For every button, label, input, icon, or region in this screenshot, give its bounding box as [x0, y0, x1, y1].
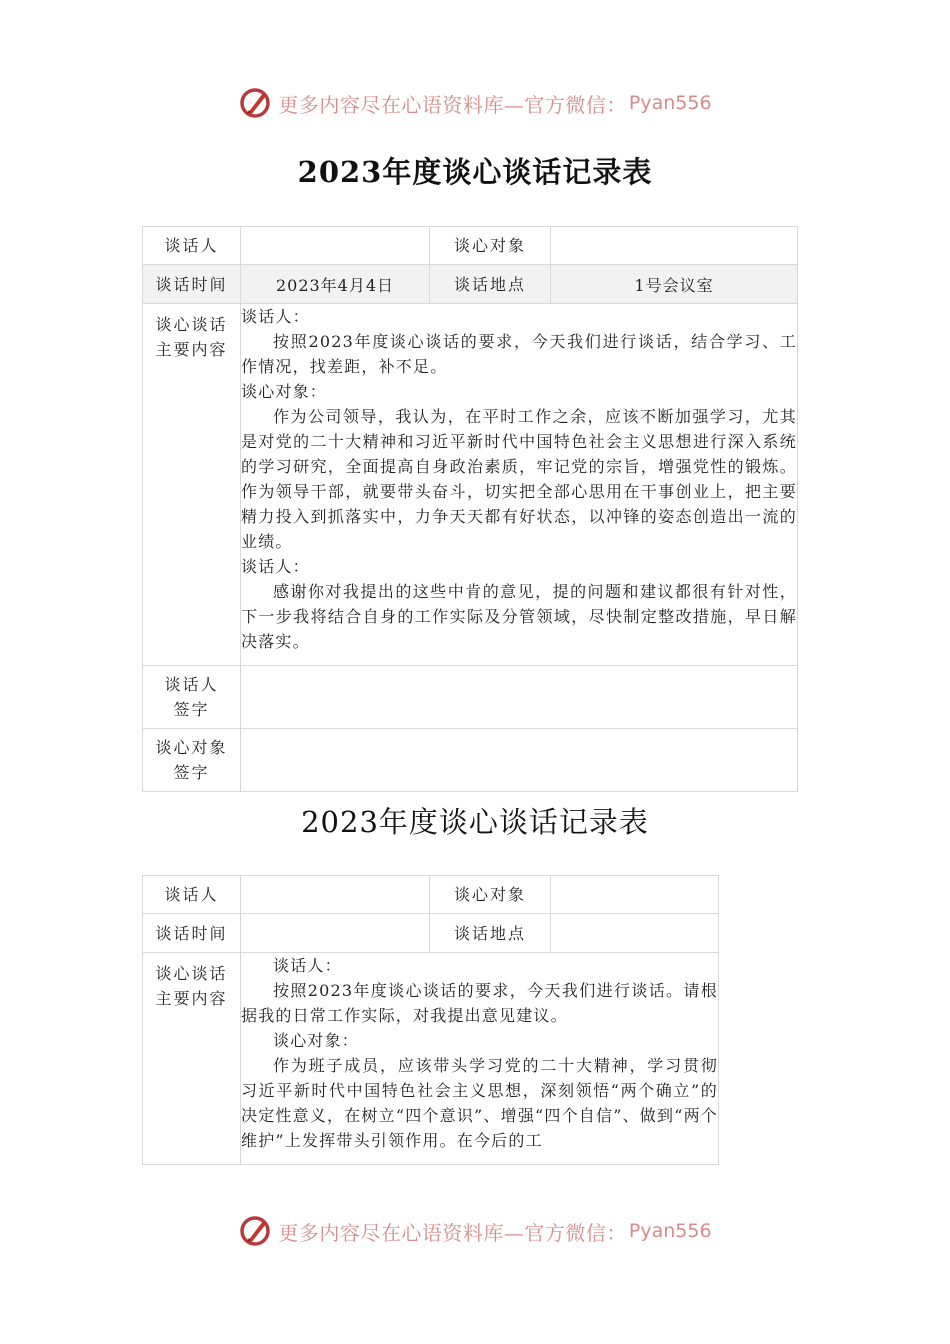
form1-speaker-label: 谈话人 — [143, 227, 241, 265]
form1-speaker-sign-line2: 签字 — [173, 700, 210, 719]
form2-title: 2023年度谈心谈话记录表 — [301, 805, 649, 839]
form1-target-sign-line2: 签字 — [173, 763, 210, 782]
form2-content-paragraph: 谈话人： — [273, 956, 342, 975]
pen-logo-icon — [238, 86, 272, 120]
form1-target-value[interactable] — [551, 227, 798, 265]
form1-content-text — [241, 304, 797, 654]
form1-content-paragraph: 谈心对象： — [241, 382, 328, 401]
form2-content-area[interactable] — [241, 953, 719, 1165]
form1-content-label-line2: 主要内容 — [155, 340, 228, 359]
form2-content-label-line2: 主要内容 — [155, 989, 228, 1008]
form2-content-label-line1: 谈心谈话 — [155, 964, 228, 983]
form2-target-value[interactable] — [551, 876, 719, 914]
banner-text: 更多内容尽在心语资料库—官方微信： — [278, 92, 627, 117]
form1-speaker-sign-field[interactable] — [241, 666, 798, 729]
form1-time-value[interactable]: 2023年4月4日 — [241, 265, 430, 304]
form1-content-paragraph: 谈话人： — [241, 557, 310, 576]
form1-content-label-line1: 谈心谈话 — [155, 315, 228, 334]
form2-table — [142, 875, 719, 1165]
banner-text: 更多内容尽在心语资料库—官方微信： — [278, 1220, 627, 1245]
form2-place-value[interactable] — [551, 914, 719, 953]
form2-place-label: 谈话地点 — [430, 914, 551, 953]
form1-speaker-value[interactable] — [241, 227, 430, 265]
form2-time-label: 谈话时间 — [143, 914, 241, 953]
form2-speaker-label: 谈话人 — [143, 876, 241, 914]
form1-title: 2023年度谈心谈话记录表 — [297, 155, 653, 189]
banner-top — [0, 83, 950, 123]
form1-target-label: 谈心对象 — [430, 227, 551, 265]
banner-wechat: Pyan556 — [628, 92, 712, 114]
form1-content-paragraph: 按照2023年度谈心谈话的要求，今天我们进行谈话，结合学习、工作情况，找差距，补不足。 — [241, 332, 797, 376]
form1-place-value[interactable]: 1号会议室 — [551, 265, 798, 304]
form2-content-label — [143, 953, 241, 1165]
form1-content-paragraph: 谈话人： — [241, 307, 310, 326]
form2-speaker-value[interactable] — [241, 876, 430, 914]
form1-target-sign-field[interactable] — [241, 729, 798, 792]
form1-speaker-sign-line1: 谈话人 — [164, 675, 219, 694]
form1-content-area[interactable] — [241, 304, 798, 666]
form1-content-paragraph: 作为公司领导，我认为，在平时工作之余，应该不断加强学习，尤其是对党的二十大精神和习近平新时代中国特色社会主义思想进行深入系统的学习研究，全面提高自身政治素质，牢记党的宗旨，增强党性的锻炼。作为领导干部，就要带头奋斗，切实把全部心思用在干事创业上，把主要精力投入到抓落实中，力争天天都有好状态，以冲锋的姿态创造出一流的业绩。 — [241, 407, 797, 551]
form2-time-value[interactable] — [241, 914, 430, 953]
form1-target-sign-label — [143, 729, 241, 792]
form2-content-paragraph: 作为班子成员，应该带头学习党的二十大精神，学习贯彻习近平新时代中国特色社会主义思想，深刻领悟“两个确立”的决定性意义，在树立“四个意识”、增强“四个自信”、做到“两个维护”上发挥带头引领作用。在今后的工 — [241, 1056, 718, 1150]
form1-speaker-sign-label — [143, 666, 241, 729]
form2-target-label: 谈心对象 — [430, 876, 551, 914]
form1-place-label: 谈话地点 — [430, 265, 551, 304]
form2-content-paragraph: 按照2023年度谈心谈话的要求，今天我们进行谈话。请根据我的日常工作实际，对我提出意见建议。 — [241, 981, 718, 1025]
form1-table — [142, 226, 798, 792]
banner-bottom — [0, 1211, 950, 1251]
form1-content-paragraph: 感谢你对我提出的这些中肯的意见，提的问题和建议都很有针对性，下一步我将结合自身的工作实际及分管领域，尽快制定整改措施，早日解决落实。 — [241, 582, 797, 651]
form2-content-text — [241, 953, 718, 1159]
form1-time-label: 谈话时间 — [143, 265, 241, 304]
banner-wechat: Pyan556 — [628, 1220, 712, 1242]
pen-logo-icon — [238, 1214, 272, 1248]
form1-content-label — [143, 304, 241, 666]
form1-target-sign-line1: 谈心对象 — [155, 738, 228, 757]
form2-content-paragraph: 谈心对象： — [273, 1031, 360, 1050]
